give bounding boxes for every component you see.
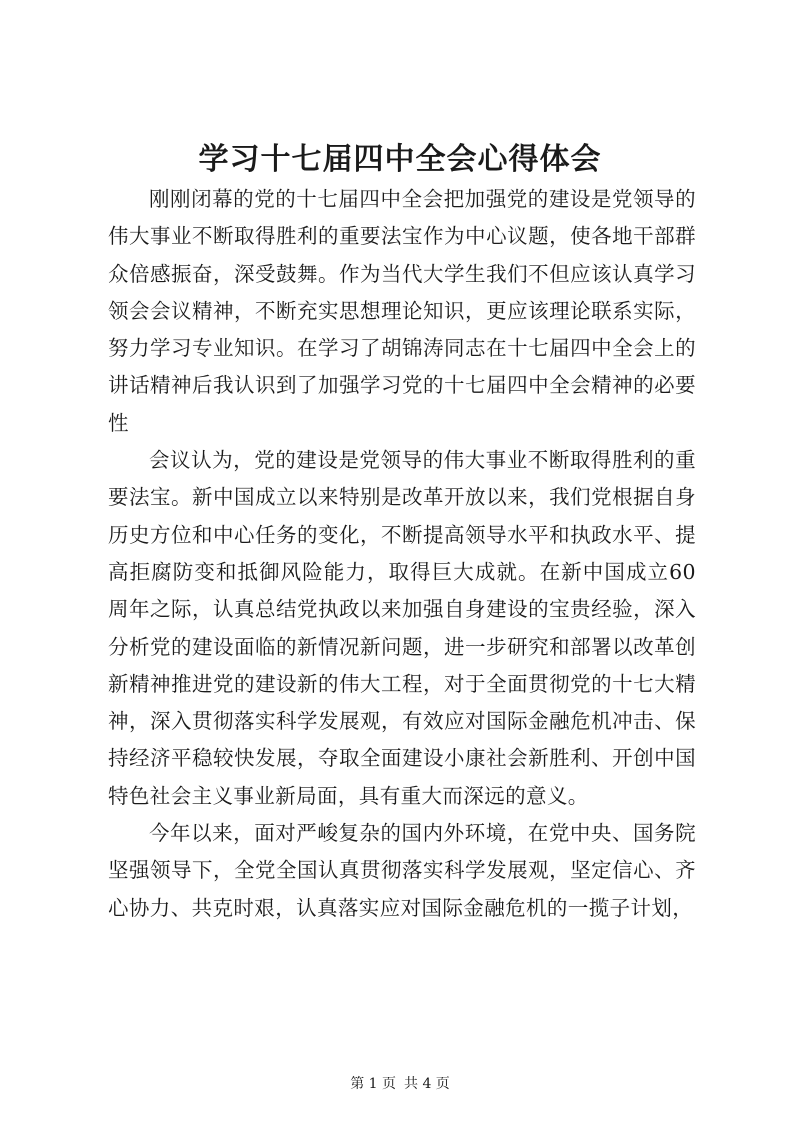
page-number-total: 共 4 页	[404, 1076, 450, 1092]
paragraph-1: 刚刚闭幕的党的十七届四中全会把加强党的建设是党领导的伟大事业不断取得胜利的重要法宝作为中心议题，使各地干部群众倍感振奋，深受鼓舞。作为当代大学生我们不但应该认真学习领会会议精神，不断充实思想理论知识，更应该理论联系实际，努力学习专业知识。在学习了胡锦涛同志在十七届四中全会上的讲话精神后我认识到了加强学习党的十七届四中全会精神的必要性	[108, 187, 696, 435]
page-number-current: 第 1 页	[350, 1076, 396, 1092]
paragraph-2: 会议认为，党的建设是党领导的伟大事业不断取得胜利的重要法宝。新中国成立以来特别是改革开放以来，我们党根据自身历史方位和中心任务的变化，不断提高领导水平和执政水平、提高拒腐防变和抵御风险能力，取得巨大成就。在新中国成立60周年之际，认真总结党执政以来加强自身建设的宝贵经验，深入分析党的建设面临的新情况新问题，进一步研究和部署以改革创新精神推进党的建设新的伟大工程，对于全面贯彻党的十七大精神，深入贯彻落实科学发展观，有效应对国际金融危机冲击、保持经济平稳较快发展，夺取全面建设小康社会新胜利、开创中国特色社会主义事业新局面，具有重大而深远的意义。	[108, 448, 696, 808]
document-body	[108, 181, 696, 927]
paragraph-3: 今年以来，面对严峻复杂的国内外环境，在党中央、国务院坚强领导下，全党全国认真贯彻落实科学发展观，坚定信心、齐心协力、共克时艰，认真落实应对国际金融危机的一揽子计划，	[108, 821, 696, 920]
page-footer	[0, 1074, 800, 1094]
document-title: 学习十七届四中全会心得体会	[198, 142, 602, 177]
